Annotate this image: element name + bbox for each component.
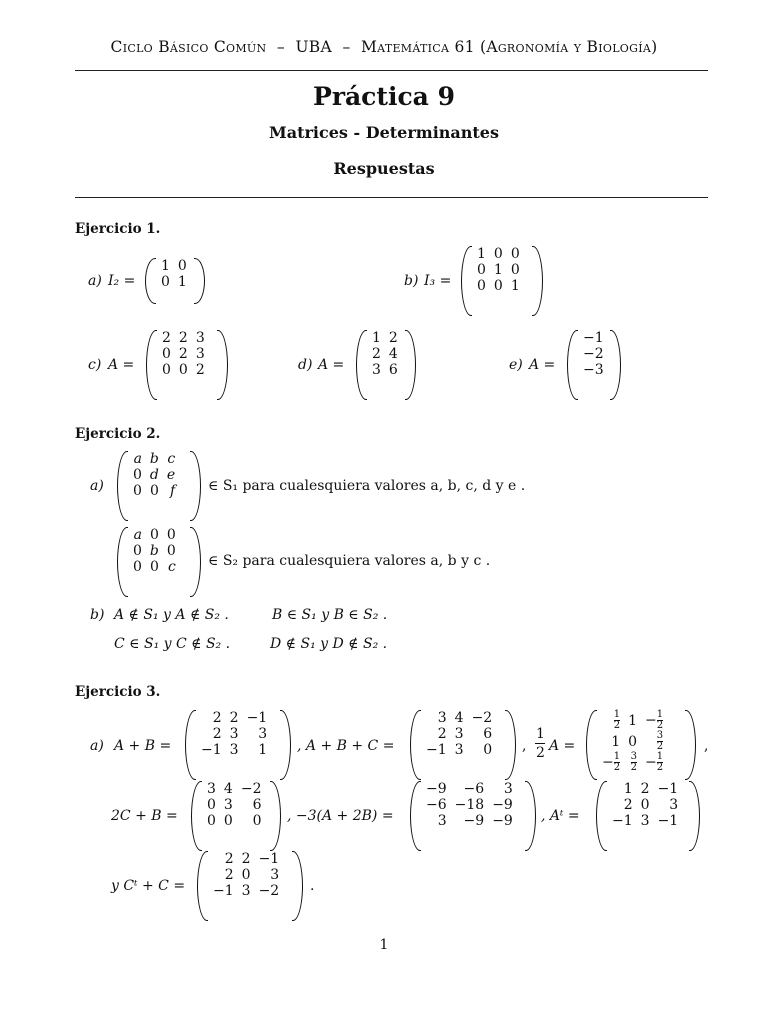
matrix-cell: 1 <box>161 258 170 274</box>
matrix-cell: −18 <box>454 797 485 813</box>
matrix-i3 <box>461 246 543 316</box>
matrix-e-lhs: A = <box>529 357 556 373</box>
membership-d: D ∉ S₁ y D ∉ S₂ . <box>270 636 388 652</box>
matrix-a-plus-b <box>185 710 291 780</box>
matrix-cell: −1 <box>657 781 679 797</box>
title-rule <box>75 197 708 198</box>
matrix-cell: −2 <box>583 346 604 362</box>
matrix-cell: 2 <box>212 710 222 726</box>
matrix-row <box>473 278 524 294</box>
matrix-row <box>422 781 517 797</box>
half-denominator: 2 <box>536 745 545 761</box>
matrix-cell: 3 <box>207 781 216 797</box>
matrix-row <box>598 752 667 773</box>
matrix-cell: 2 <box>224 851 234 867</box>
matrix-row <box>209 851 283 867</box>
matrix-cell: 6 <box>388 362 398 378</box>
matrix-cell: 3 <box>195 330 205 346</box>
matrix-cell: −2 <box>258 883 280 899</box>
minus-three-lhs: , −3(A + 2B) = <box>287 808 394 824</box>
matrix-cell: 3 <box>241 883 251 899</box>
matrix-cell: 1 <box>628 712 638 729</box>
matrix-cell: 0 <box>133 559 142 575</box>
matrix-cell: 2 <box>229 710 239 726</box>
matrix-cell: − $\frac{1}{2}$ <box>602 751 621 773</box>
matrix-cell: 0 <box>149 483 159 499</box>
sum-abc-lhs: , A + B + C = <box>297 738 395 754</box>
matrix-cell: c <box>167 559 176 575</box>
matrix-cell: 1 <box>510 278 520 294</box>
matrix-cell: −2 <box>471 710 493 726</box>
matrix-cell: 0 <box>628 733 638 750</box>
matrix-cell: 2 <box>623 797 633 813</box>
matrix-cell: 0 <box>149 559 159 575</box>
matrix-cell: 4 <box>454 710 464 726</box>
exercise-1-heading: Ejercicio 1. <box>75 221 161 237</box>
matrix-cell: f <box>170 483 176 499</box>
matrix-d <box>356 330 416 400</box>
matrix-cell: 0 <box>241 867 251 883</box>
identity-2-lhs: I₂ = <box>108 273 136 289</box>
matrix-cell: 3 <box>437 710 447 726</box>
matrix-grid <box>129 451 179 499</box>
matrix-row <box>197 742 271 758</box>
matrix-row <box>197 710 271 726</box>
matrix-cell: −1 <box>213 883 234 899</box>
two-c-plus-b-lhs: 2C + B = <box>111 808 178 824</box>
matrix-minus-3-a-plus-2b <box>410 781 536 851</box>
matrix-cell: 1 <box>493 262 503 278</box>
header-sep: – <box>276 38 285 56</box>
matrix-cell: 4 <box>223 781 233 797</box>
item-label: c) <box>88 357 102 373</box>
comma: , <box>704 738 709 754</box>
matrix-cell: −1 <box>258 851 280 867</box>
matrix-grid <box>608 781 682 829</box>
matrix-cell: −1 <box>201 742 222 758</box>
matrix-cell: 2 <box>162 330 171 346</box>
matrix-cell: −2 <box>240 781 262 797</box>
matrix-cell: 0 <box>177 258 187 274</box>
matrix-grid <box>473 246 524 294</box>
matrix-row <box>598 731 667 752</box>
matrix-cell: 2 <box>437 726 447 742</box>
matrix-cell: 4 <box>388 346 398 362</box>
matrix-diagonal <box>117 527 201 597</box>
matrix-row <box>203 813 265 829</box>
matrix-row <box>158 362 209 378</box>
matrix-cell: −3 <box>583 362 604 378</box>
matrix-grid <box>422 710 496 758</box>
matrix-cell: $\frac{1}{2}$ <box>613 709 621 731</box>
matrix-cell: 3 <box>195 346 205 362</box>
matrix-cell: 1 <box>611 733 621 750</box>
half-a-lhs: A = <box>549 738 576 754</box>
matrix-row <box>368 362 402 378</box>
membership-a: A ∉ S₁ y A ∉ S₂ . <box>114 607 229 623</box>
matrix-cell: −1 <box>583 330 604 346</box>
matrix-upper-triangular <box>117 451 201 521</box>
matrix-cell: 0 <box>178 362 188 378</box>
matrix-cell: 0 <box>510 262 520 278</box>
matrix-cell: −1 <box>246 710 268 726</box>
matrix-cell: 1 <box>258 742 268 758</box>
matrix-cell: 0 <box>133 543 142 559</box>
matrix-cell: 0 <box>133 483 142 499</box>
item-label: d) <box>298 357 313 373</box>
matrix-cell: 1 <box>623 781 633 797</box>
matrix-cell: 0 <box>207 797 216 813</box>
matrix-cell: 0 <box>477 278 486 294</box>
matrix-row <box>203 797 265 813</box>
matrix-a-transpose <box>596 781 700 851</box>
matrix-cell: −9 <box>426 781 447 797</box>
matrix-row <box>598 710 667 731</box>
matrix-row <box>157 274 191 290</box>
period: . <box>310 878 315 894</box>
matrix-cell: 0 <box>493 278 503 294</box>
matrix-cell: 3 <box>229 742 239 758</box>
matrix-cell: 0 <box>477 262 486 278</box>
matrix-cell: 2 <box>195 362 205 378</box>
matrix-cell: − $\frac{1}{2}$ <box>645 709 664 731</box>
matrix-grid <box>157 258 191 290</box>
page-title: Práctica 9 <box>313 82 455 111</box>
matrix-cell: e <box>166 467 176 483</box>
matrix-row <box>368 330 402 346</box>
matrix-d-lhs: A = <box>318 357 345 373</box>
exercise-2-heading: Ejercicio 2. <box>75 426 161 442</box>
fraction-bar <box>535 743 545 744</box>
matrix-row <box>129 451 179 467</box>
matrix-cell: 0 <box>207 813 216 829</box>
matrix-cell: 2 <box>178 346 188 362</box>
matrix-cell: $\frac{3}{2}$ <box>630 751 638 773</box>
matrix-row <box>422 726 496 742</box>
matrix-cell: 0 <box>133 467 142 483</box>
page-subtitle-answers: Respuestas <box>333 159 435 178</box>
header-left: Ciclo Básico Común <box>110 38 267 56</box>
matrix-cell: 1 <box>177 274 187 290</box>
matrix-cell: 0 <box>223 813 233 829</box>
matrix-cell: 1 <box>477 246 486 262</box>
matrix-i2 <box>145 258 205 304</box>
matrix-cell: 3 <box>229 726 239 742</box>
matrix-cell: 3 <box>669 797 679 813</box>
matrix-cell: 0 <box>493 246 503 262</box>
matrix-cell: 2 <box>640 781 650 797</box>
matrix-cell: −1 <box>612 813 633 829</box>
matrix-cell: −1 <box>657 813 679 829</box>
matrix-grid <box>368 330 402 378</box>
matrix-grid <box>197 710 271 758</box>
matrix-c-transpose-plus-c <box>197 851 303 921</box>
matrix-grid <box>579 330 608 378</box>
matrix-cell: 0 <box>166 527 176 543</box>
matrix-e <box>567 330 621 400</box>
matrix-grid <box>203 781 265 829</box>
matrix-row <box>129 467 179 483</box>
matrix-cell: 0 <box>149 527 159 543</box>
item-label: e) <box>509 357 523 373</box>
matrix-a-plus-b-plus-c <box>410 710 516 780</box>
item-label: b) <box>404 273 419 289</box>
matrix-row <box>203 781 265 797</box>
item-label: a) <box>90 738 104 754</box>
sum-ab-lhs: A + B = <box>114 738 172 754</box>
identity-3-lhs: I₃ = <box>424 273 452 289</box>
header-middle: UBA <box>295 38 332 56</box>
matrix-row <box>129 543 180 559</box>
matrix-row <box>579 362 608 378</box>
comma: , <box>522 738 527 754</box>
item-label: b) <box>90 607 105 623</box>
matrix-cell: c <box>167 451 176 467</box>
matrix-cell: 3 <box>503 781 513 797</box>
a-transpose-lhs: , Aᵗ = <box>541 808 580 824</box>
matrix-row <box>579 330 608 346</box>
page-number: 1 <box>379 937 389 953</box>
matrix-row <box>158 330 209 346</box>
matrix-cell: 2 <box>388 330 398 346</box>
matrix-row <box>422 813 517 829</box>
header-rule <box>75 70 708 71</box>
matrix-row <box>129 527 180 543</box>
matrix-cell: 0 <box>161 274 170 290</box>
matrix-row <box>209 883 283 899</box>
header-right: Matemática 61 (Agronomía y Biología) <box>361 38 658 56</box>
matrix-row <box>608 781 682 797</box>
matrix-cell: 6 <box>252 797 262 813</box>
matrix-cell: −6 <box>463 781 485 797</box>
matrix-cell: b <box>149 543 159 559</box>
matrix-row <box>608 797 682 813</box>
matrix-cell: 6 <box>483 726 493 742</box>
matrix-cell: 2 <box>241 851 251 867</box>
matrix-row <box>579 346 608 362</box>
matrix-grid <box>129 527 180 575</box>
matrix-cell: −9 <box>492 813 513 829</box>
matrix-cell: 1 <box>372 330 381 346</box>
matrix-row <box>157 258 191 274</box>
matrix-cell: 0 <box>162 362 171 378</box>
matrix-cell: − $\frac{1}{2}$ <box>645 751 664 773</box>
matrix-cell: $\frac{3}{2}$ <box>656 730 664 752</box>
item-label: a) <box>88 273 102 289</box>
matrix-cell: 0 <box>252 813 262 829</box>
c-transpose-plus-c-lhs: y Cᵗ + C = <box>111 878 186 894</box>
item-label: a) <box>90 478 104 494</box>
matrix-grid <box>422 781 517 829</box>
matrix-c-lhs: A = <box>108 357 135 373</box>
page-subtitle: Matrices - Determinantes <box>269 123 499 142</box>
matrix-cell: 0 <box>510 246 520 262</box>
matrix-cell: 2 <box>372 346 381 362</box>
matrix-cell: 3 <box>270 867 280 883</box>
matrix-cell: 3 <box>640 813 650 829</box>
matrix-row <box>422 710 496 726</box>
matrix-cell: 3 <box>258 726 268 742</box>
matrix-row <box>129 559 180 575</box>
matrix-cell: b <box>149 451 159 467</box>
matrix-cell: 2 <box>178 330 188 346</box>
matrix-cell: 3 <box>454 726 464 742</box>
header-sep: – <box>342 38 351 56</box>
matrix-cell: 3 <box>437 813 447 829</box>
matrix-cell: d <box>149 467 159 483</box>
matrix-cell: −9 <box>492 797 513 813</box>
matrix-row <box>129 483 179 499</box>
matrix-half-a <box>586 710 696 780</box>
matrix-cell: a <box>133 451 142 467</box>
matrix-cell: −6 <box>426 797 447 813</box>
half-numerator: 1 <box>536 726 545 742</box>
matrix-row <box>473 262 524 278</box>
matrix-cell: 2 <box>212 726 222 742</box>
matrix-row <box>209 867 283 883</box>
matrix-row <box>422 742 496 758</box>
matrix-cell: −9 <box>463 813 485 829</box>
matrix-grid <box>598 710 667 773</box>
matrix-c <box>146 330 228 400</box>
matrix-cell: 3 <box>372 362 381 378</box>
matrix-grid <box>209 851 283 899</box>
matrix-cell: 0 <box>166 543 176 559</box>
matrix-row <box>368 346 402 362</box>
matrix-cell: −1 <box>426 742 447 758</box>
matrix-grid <box>158 330 209 378</box>
membership-b: B ∈ S₁ y B ∈ S₂ . <box>272 607 388 623</box>
matrix-2c-plus-b <box>191 781 281 851</box>
set-s1-statement: ∈ S₁ para cualesquiera valores a, b, c, d y e . <box>208 478 526 494</box>
matrix-row <box>158 346 209 362</box>
matrix-cell: 0 <box>483 742 493 758</box>
matrix-row <box>197 726 271 742</box>
matrix-cell: 2 <box>224 867 234 883</box>
matrix-cell: 3 <box>223 797 233 813</box>
matrix-cell: 0 <box>162 346 171 362</box>
matrix-cell: a <box>133 527 142 543</box>
membership-c: C ∈ S₁ y C ∉ S₂ . <box>114 636 231 652</box>
matrix-row <box>473 246 524 262</box>
exercise-3-heading: Ejercicio 3. <box>75 684 161 700</box>
matrix-row <box>608 813 682 829</box>
set-s2-statement: ∈ S₂ para cualesquiera valores a, b y c . <box>208 553 491 569</box>
course-header <box>0 38 768 56</box>
matrix-cell: 0 <box>640 797 650 813</box>
matrix-row <box>422 797 517 813</box>
matrix-cell: 3 <box>454 742 464 758</box>
